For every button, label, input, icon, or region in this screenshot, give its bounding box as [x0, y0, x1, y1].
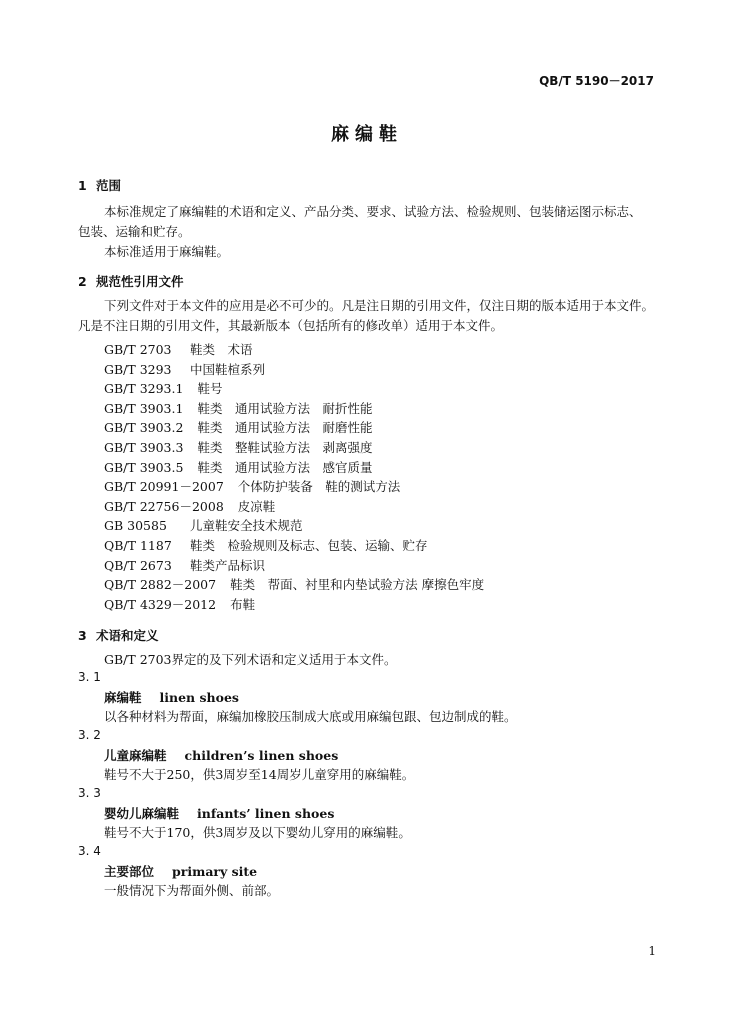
reference-item	[104, 418, 372, 436]
reference-title: 鞋类 检验规则及标志、包装、运输、贮存	[190, 538, 428, 553]
reference-item	[104, 536, 428, 554]
reference-code: GB/T 20991－2007	[104, 479, 224, 495]
reference-code: GB/T 3903.2	[104, 420, 184, 436]
section-title: 术语和定义	[96, 628, 159, 643]
section-number: 1	[78, 178, 87, 193]
term-english: primary site	[172, 864, 258, 879]
term-definition: 鞋号不大于250，供3周岁至14周岁儿童穿用的麻编鞋。	[104, 767, 415, 782]
reference-item	[104, 497, 275, 515]
term-chinese: 麻编鞋	[104, 690, 142, 705]
term-chinese: 主要部位	[104, 864, 155, 879]
reference-code: GB/T 3293.1	[104, 381, 184, 397]
section-number: 3	[78, 628, 87, 643]
reference-code: GB 30585	[104, 518, 167, 534]
reference-item	[104, 575, 484, 593]
term-definition: 一般情况下为帮面外侧、前部。	[104, 883, 280, 898]
reference-title: 儿童鞋安全技术规范	[190, 518, 303, 534]
reference-title: 鞋号	[197, 381, 223, 397]
reference-title: 皮凉鞋	[237, 498, 276, 514]
reference-title: 鞋类 帮面、衬里和内垫试验方法 摩擦色牢度	[230, 577, 485, 593]
term-english: linen shoes	[159, 690, 239, 705]
term-definition: 鞋号不大于170，供3周岁及以下婴幼儿穿用的麻编鞋。	[104, 825, 411, 840]
reference-code: GB/T 3293	[104, 361, 172, 377]
reference-item	[104, 399, 372, 417]
text-line: 本标准规定了麻编鞋的术语和定义、产品分类、要求、试验方法、检验规则、包装储运图示标志、	[104, 204, 642, 219]
section-heading-normative-references	[78, 272, 184, 290]
term-number: 3. 3	[78, 786, 101, 800]
term-english: infants’ linen shoes	[197, 806, 335, 821]
reference-code: GB/T 3903.1	[104, 400, 184, 416]
reference-code: GB/T 22756－2008	[104, 498, 224, 514]
reference-item	[104, 595, 255, 613]
reference-item	[104, 516, 303, 534]
terms-intro: GB/T 2703界定的及下列术语和定义适用于本文件。	[104, 652, 397, 667]
term-number: 3. 2	[78, 728, 101, 742]
reference-title: 鞋类产品标识	[190, 557, 266, 573]
reference-title: 鞋类 通用试验方法 耐折性能	[197, 400, 373, 416]
reference-title: 布鞋	[230, 596, 256, 612]
standard-number: QB/T 5190－2017	[539, 74, 654, 88]
page-number: 1	[648, 944, 656, 958]
reference-item	[104, 458, 372, 476]
reference-item	[104, 379, 222, 397]
section-number: 2	[78, 274, 87, 289]
scope-paragraph-2: 本标准适用于麻编鞋。	[104, 244, 230, 259]
reference-item	[104, 438, 372, 456]
reference-title: 鞋类 整鞋试验方法 剥离强度	[197, 440, 373, 455]
reference-code: QB/T 2673	[104, 557, 172, 573]
term-name	[104, 804, 334, 822]
term-name	[104, 688, 239, 706]
reference-item	[104, 360, 265, 378]
term-chinese: 婴幼儿麻编鞋	[104, 806, 180, 821]
section-heading-terms-definitions	[78, 626, 159, 644]
text-line: 下列文件对于本文件的应用是必不可少的。凡是注日期的引用文件，仅注日期的版本适用于本文件。	[104, 298, 655, 313]
section-heading-scope	[78, 176, 121, 194]
reference-title: 鞋类 通用试验方法 耐磨性能	[197, 420, 373, 436]
reference-title: 鞋类 术语	[190, 342, 253, 357]
term-name	[104, 746, 338, 764]
references-intro	[78, 296, 668, 336]
reference-code: GB/T 2703	[104, 342, 172, 357]
text-line: 凡是不注日期的引用文件，其最新版本（包括所有的修改单）适用于本文件。	[78, 318, 504, 333]
reference-code: QB/T 1187	[104, 538, 172, 553]
document-title: 麻编鞋	[331, 124, 403, 145]
reference-item	[104, 477, 400, 495]
reference-code: QB/T 2882－2007	[104, 577, 217, 593]
term-chinese: 儿童麻编鞋	[104, 748, 167, 763]
reference-code: GB/T 3903.5	[104, 459, 184, 475]
reference-code: QB/T 4329－2012	[104, 596, 217, 612]
reference-title: 鞋类 通用试验方法 感官质量	[197, 459, 373, 475]
term-name	[104, 862, 257, 880]
reference-title: 中国鞋楦系列	[190, 361, 266, 377]
section-title: 范围	[96, 178, 122, 193]
term-number: 3. 1	[78, 670, 101, 684]
scope-paragraph-1	[78, 202, 668, 242]
reference-item	[104, 340, 253, 358]
reference-code: GB/T 3903.3	[104, 440, 184, 455]
reference-item	[104, 556, 265, 574]
term-english: children’s linen shoes	[184, 748, 339, 763]
text-line: 包装、运输和贮存。	[78, 224, 191, 239]
term-definition: 以各种材料为帮面，麻编加橡胶压制成大底或用麻编包跟、包边制成的鞋。	[104, 709, 517, 724]
term-number: 3. 4	[78, 844, 101, 858]
section-title: 规范性引用文件	[96, 274, 184, 289]
reference-title: 个体防护装备 鞋的测试方法	[237, 479, 401, 495]
